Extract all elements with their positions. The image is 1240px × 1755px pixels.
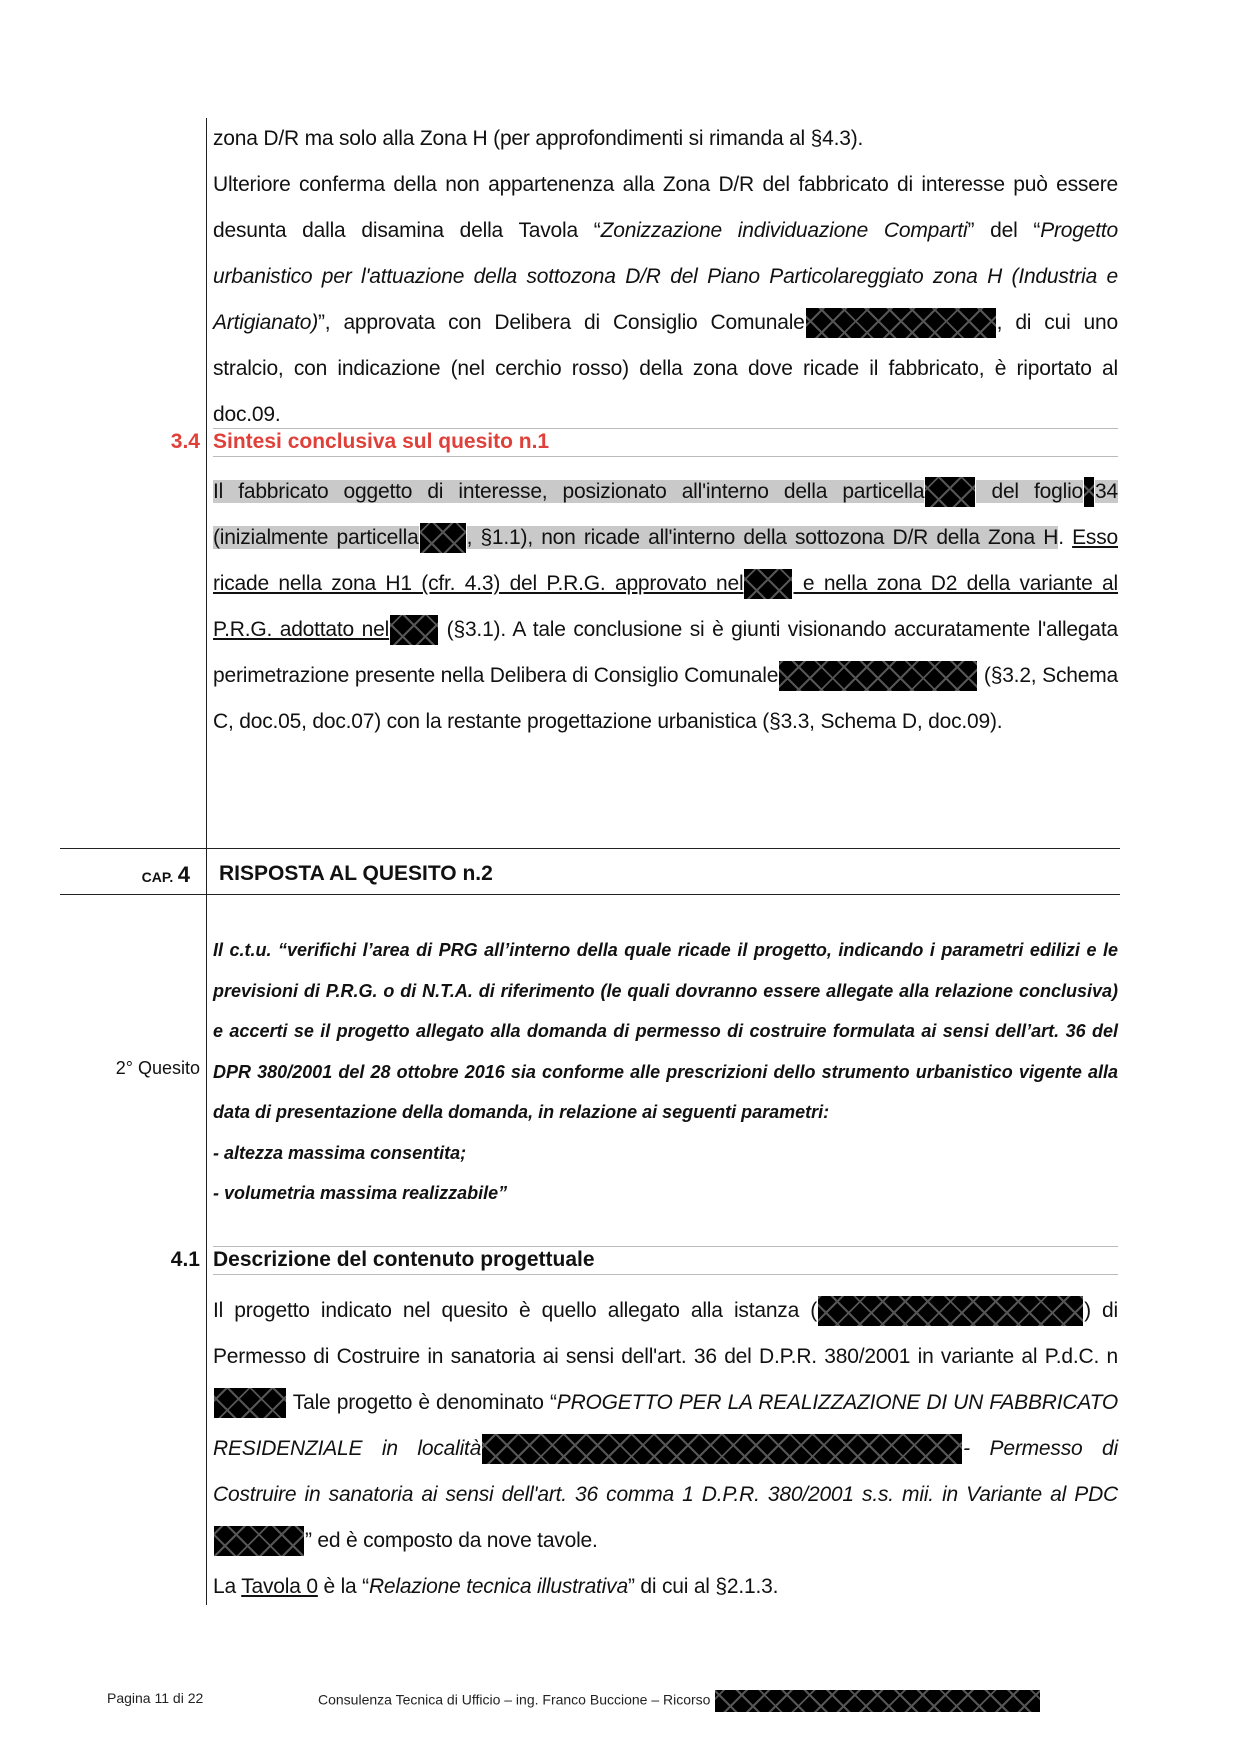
chapter-label: CAP. 4 — [141, 862, 190, 887]
redaction-block — [214, 1526, 304, 1556]
chapter-divider — [206, 848, 207, 895]
section-rule-top — [213, 428, 1118, 429]
section-number: 3.4 — [170, 430, 200, 453]
section-rule-top — [213, 1246, 1118, 1247]
redaction-block — [482, 1434, 962, 1464]
chapter-rule-top — [60, 848, 1120, 849]
quesito-text: Il c.t.u. “verifichi l’area di PRG all’interno della quale ricade il progetto, indicando i parametri edilizi e le previsioni di P.R.G. o di N.T.A. di riferimento (le quali dovranno essere allegate alla relazione conclusiva) e accerti se il progetto allegato alla domanda di permesso di costruire formulata ai sensi dell’art. 36 del DPR 380/2001 del 28 ottobre 2016 sia conforme alle prescrizioni dello strumento urbanistico vigente alla data di presentazione della domanda, in relazione ai seguenti parametri: - altezza massima consentita; - volumetria massima realizzabile” — [213, 940, 1118, 1203]
redaction-block — [214, 1388, 286, 1418]
margin-rule-bottom — [206, 895, 207, 1605]
section-title: Descrizione del contenuto progettuale — [213, 1248, 595, 1271]
chapter-rule-bottom — [60, 894, 1120, 895]
paragraph-sintesi: Il fabbricato oggetto di interesse, posizionato all'interno della particella del foglio 34 (inizialmente particella , §1.1), non ricade all'interno della sottozona D/R della Zona H. Esso ricade nella zona H1 (cfr. 4.3) del P.R.G. approvato nel e nella zona D2 della variante al P.R.G. adottato nel (§3.1). A tale conclusione si è giunti visionando accuratamente l'allegata perimetrazione presente nella Delibera di Consiglio Comunale (§3.2, Schema C, doc.05, doc.07) con la restante progettazione urbanistica (§3.3, Schema D, doc.09). — [213, 469, 1118, 745]
redaction-block — [1084, 477, 1094, 507]
paragraph-tavola: La Tavola 0 è la “Relazione tecnica illustrativa” di cui al §2.1.3. — [213, 1575, 779, 1598]
redaction-block — [744, 569, 792, 599]
redaction-block — [818, 1296, 1083, 1326]
section-rule-bottom — [213, 1274, 1118, 1275]
margin-rule-top — [206, 118, 207, 848]
redaction-block — [715, 1690, 1040, 1712]
redaction-block — [806, 308, 996, 338]
quesito-label: 2° Quesito — [115, 1058, 200, 1078]
paragraph-zona: zona D/R ma solo alla Zona H (per approfondimenti si rimanda al §4.3). Ulteriore conferma della non appartenenza alla Zona D/R del fabbricato di interesse può essere desunta dalla disamina della Tavola “Zonizzazione individuazione Comparti” del “Progetto urbanistico per l'attuazione della sottozona D/R del Piano Particolareggiato zona H (Industria e Artigianato)”, approvata con Delibera di Consiglio Comunale , di cui uno stralcio, con indicazione (nel cerchio rosso) della zona dove ricade il fabbricato, è riportato al doc.09. — [213, 116, 1118, 438]
footer-center: Consulenza Tecnica di Ufficio – ing. Franco Buccione – Ricorso — [318, 1690, 1041, 1712]
section-rule-bottom — [213, 456, 1118, 457]
section-title: Sintesi conclusiva sul quesito n.1 — [213, 430, 550, 453]
redaction-block — [390, 615, 438, 645]
redaction-block — [925, 477, 975, 507]
chapter-title: RISPOSTA AL QUESITO n.2 — [219, 862, 493, 885]
redaction-block — [420, 523, 466, 553]
footer-page: Pagina 11 di 22 — [107, 1690, 204, 1706]
paragraph-conferma: Ulteriore conferma della non appartenenza alla Zona D/R del fabbricato di interesse può essere desunta dalla disamina della Tavola “Zonizzazione individuazione Comparti” del “Progetto urbanistico per l'attuazione della sottozona D/R del Piano Particolareggiato zona H (Industria e Artigianato)”, approvata con Delibera di Consiglio Comunale , di cui uno stralcio, con indicazione (nel cerchio rosso) della zona dove ricade il fabbricato, è riportato al doc.09. — [213, 173, 1118, 426]
redaction-block — [779, 661, 977, 691]
paragraph-progetto: Il progetto indicato nel quesito è quello allegato alla istanza ( ) di Permesso di Costruire in sanatoria ai sensi dell'art. 36 del D.P.R. 380/2001 in variante al P.d.C. n Tale progetto è denominato “PROGETTO PER LA REALIZZAZIONE DI UN FABBRICATO RESIDENZIALE in località - Permesso di Costruire in sanatoria ai sensi dell'art. 36 comma 1 D.P.R. 380/2001 s.s. mii. in Variante al PDC ” ed è composto da nove tavole. La Tavola 0 è la “Relazione tecnica illustrativa” di cui al §2.1.3. — [213, 1288, 1118, 1610]
section-number: 4.1 — [170, 1248, 200, 1271]
